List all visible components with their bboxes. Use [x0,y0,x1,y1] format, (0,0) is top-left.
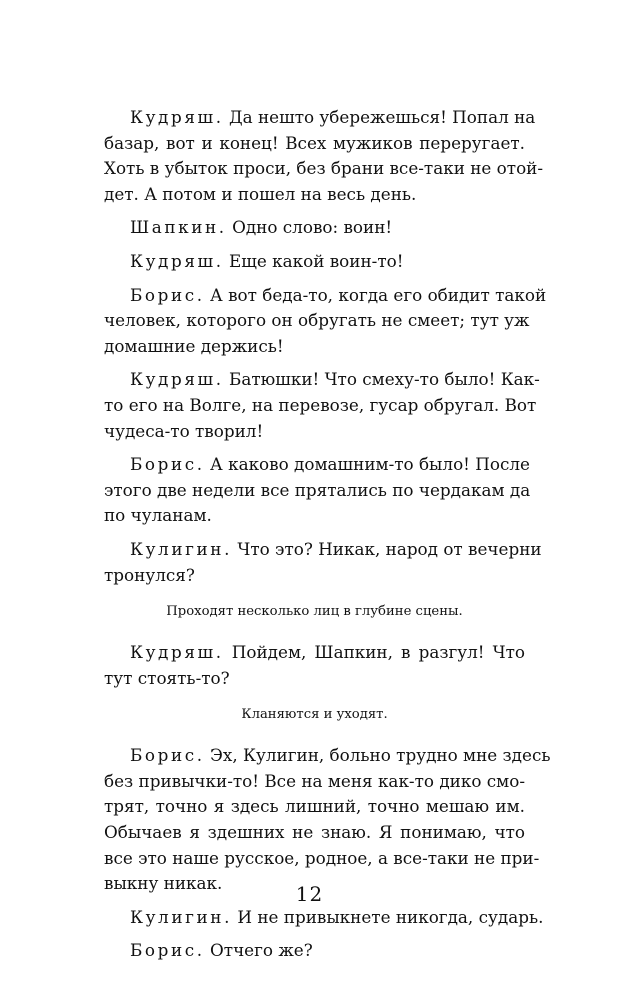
dialogue-line [104,938,525,964]
line-text: чудеса-то творил! [104,420,264,441]
text-line [104,131,525,157]
text-line [104,478,531,504]
speaker-name: Кулигин. [130,538,233,559]
speaker-name: Кулигин. [130,906,233,927]
text-line [104,666,525,692]
dialogue-line [104,743,551,897]
line-text: выкну никак. [104,873,223,894]
speaker-name: Борис. [130,940,205,961]
dialogue-line [104,215,525,241]
page-text [104,105,551,972]
text-line [104,537,542,563]
line-text: И не привыкнете никогда, сударь. [232,906,544,927]
text-line [104,249,525,275]
text-line [104,769,525,795]
text-line [104,156,544,182]
stage-direction: Кланяются и уходят. [241,707,388,723]
speaker-name: Шапкин. [130,217,227,238]
stage-direction: Проходят несколько лиц в глубине сцены. [166,604,463,620]
text-line [104,215,525,241]
dialogue-line [104,905,544,931]
text-line [104,743,551,769]
dialogue-line [104,640,525,691]
dialogue-line [104,249,525,275]
dialogue-line [104,452,531,529]
text-line [104,846,540,872]
text-line [104,419,525,445]
dialogue-line [104,367,540,444]
line-text: Батюшки! Что смеху-то было! Как- [223,369,540,390]
text-line [104,367,540,393]
line-text: по чуланам. [104,505,212,526]
text-line [104,820,525,846]
line-text: трят, точно я здесь лишний, точно мешаю им. [104,796,525,817]
line-text: Пойдем, Шапкин, в разгул! Что [223,642,525,663]
page-number: 12 [295,882,324,906]
line-text: А каково домашним-то было! После [204,454,530,475]
line-text: тронулся? [104,564,195,585]
line-text: Эх, Кулигин, больно трудно мне здесь [204,745,551,766]
line-text: Хоть в убыток проси, без брани все-таки не отой- [104,158,544,179]
speaker-name: Борис. [130,454,205,475]
line-text: Обычаев я здешних не знаю. Я понимаю, что [104,822,525,843]
dialogue-line [104,105,544,207]
text-line [104,283,547,309]
text-line [104,105,536,131]
text-line [104,452,530,478]
line-text: Да нешто убережешься! Попал на [223,107,536,127]
text-line [104,393,537,419]
line-text: Еще какой воин-то! [223,250,404,271]
speaker-name: Кудряш. [130,107,224,127]
line-text: А вот беда-то, когда его обидит такой [204,284,547,305]
line-text: Отчего же? [204,940,313,961]
speaker-name: Кудряш. [130,642,224,663]
dialogue-line [104,537,542,588]
line-text: человек, которого он обругать не смеет; тут уж [104,310,530,331]
text-line [104,563,525,589]
line-text: домашние держись! [104,335,284,356]
speaker-name: Борис. [130,284,205,305]
text-line [104,794,525,820]
text-line [104,182,525,208]
speaker-name: Кудряш. [130,369,224,390]
text-line [104,334,525,360]
speaker-name: Борис. [130,745,205,766]
line-text: все это наше русское, родное, а все-таки не при- [104,847,540,868]
line-text: тут стоять-то? [104,667,230,688]
text-line [104,503,525,529]
line-text: дет. А потом и пошел на весь день. [104,183,417,204]
text-line [104,905,544,931]
dialogue-line [104,283,547,360]
text-line [104,938,525,964]
text-line [104,640,525,666]
line-text: Что это? Никак, народ от вечерни [232,538,542,559]
text-line [104,308,530,334]
line-text: базар, вот и конец! Всех мужиков переругает. [104,132,525,153]
line-text: то его на Волге, на перевозе, гусар обругал. Вот [104,394,537,415]
line-text: Одно слово: воин! [226,217,393,238]
line-text: без привычки-то! Все на меня как-то дико смо- [104,770,525,791]
speaker-name: Кудряш. [130,250,224,271]
line-text: этого две недели все прятались по чердакам да [104,479,531,500]
